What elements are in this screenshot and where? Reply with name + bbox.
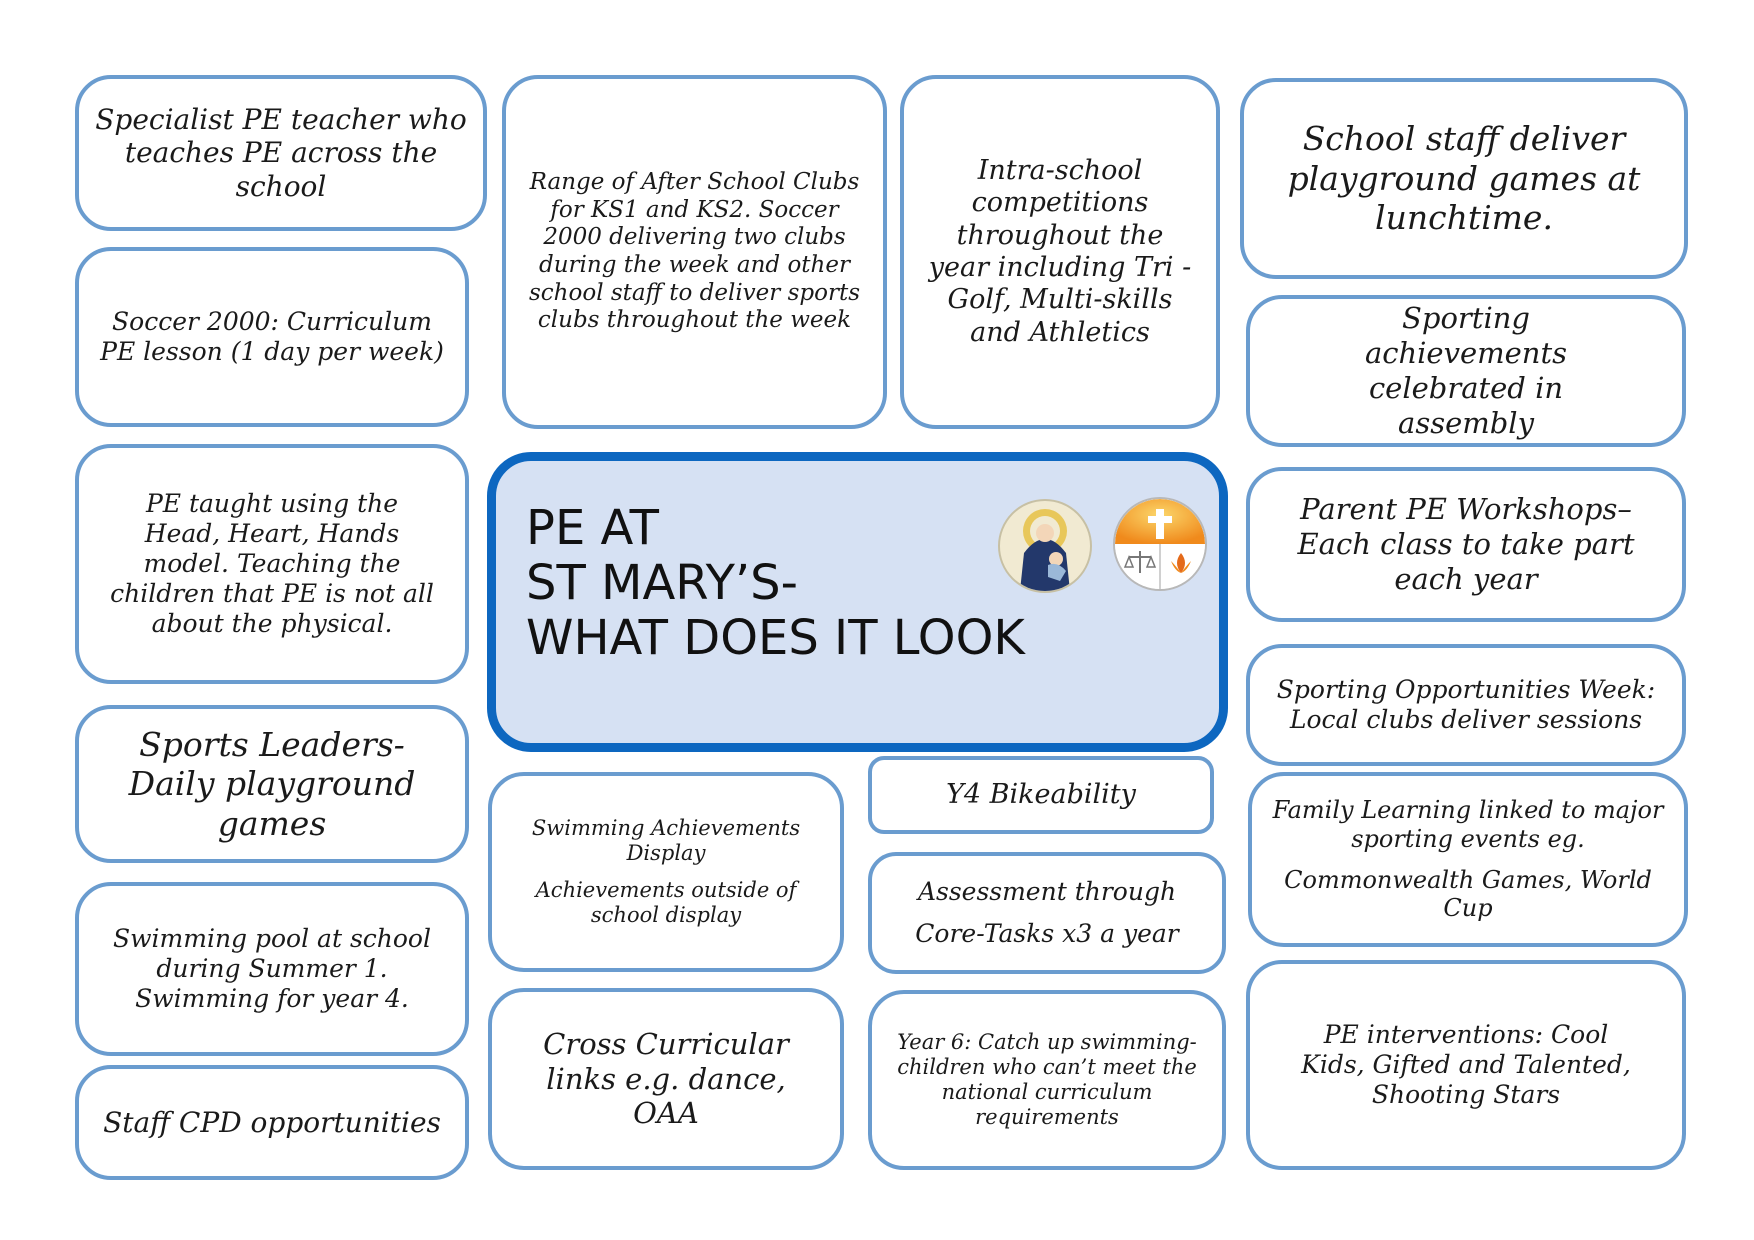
card-playground-games [1240, 78, 1688, 279]
card-text: Sporting achievements celebrated in assembly [1364, 301, 1568, 440]
card-text: Parent PE Workshops– Each class to take part each year [1297, 492, 1635, 596]
card-swimming-pool [75, 882, 469, 1056]
card-text: Intra-school competitions throughout the year including Tri - Golf, Multi-skills and Athletics [928, 154, 1192, 348]
card-sports-leaders [75, 705, 469, 863]
card-text: Swimming Achievements Display [531, 815, 801, 865]
cross-and-scales-icon [1113, 497, 1207, 591]
card-text: Swimming pool at school during Summer 1. Swimming for year 4. [113, 924, 431, 1013]
card-catch-up-swimming [868, 990, 1226, 1170]
card-interventions [1246, 960, 1686, 1170]
card-text: Sporting Opportunities Week: Local clubs deliver sessions [1276, 675, 1656, 734]
card-text: Achievements outside of school display [535, 878, 797, 928]
card-assessment [868, 852, 1226, 974]
card-text: Sports Leaders- Daily playground games [128, 724, 416, 843]
card-text: PE taught using the Head, Heart, Hands model. Teaching the children that PE is not all about the physical. [110, 489, 434, 638]
card-text: Soccer 2000: Curriculum PE lesson (1 day per week) [100, 307, 444, 366]
card-swimming-display [488, 772, 844, 972]
title-panel [487, 452, 1228, 752]
card-text: School staff deliver playground games at lunchtime. [1287, 119, 1641, 238]
card-soccer-curriculum [75, 247, 469, 427]
card-intra-school [900, 75, 1220, 429]
card-assembly [1246, 295, 1686, 447]
card-bikeability [868, 756, 1214, 834]
card-staff-cpd [75, 1065, 469, 1180]
card-text: Cross Curricular links e.g. dance, OAA [543, 1026, 789, 1131]
card-parent-workshops [1246, 467, 1686, 622]
card-text: Range of After School Clubs for KS1 and KS2. Soccer 2000 delivering two clubs during the week and other school staff to deliver sports clubs throughout the week [529, 169, 860, 334]
page-title: PE AT ST MARY’S- WHAT DOES IT LOOK [526, 500, 1025, 666]
card-family-learning [1248, 772, 1688, 947]
mary-and-child-icon [998, 499, 1092, 593]
card-text: Specialist PE teacher who teaches PE across the school [95, 102, 467, 203]
card-text: Commonwealth Games, World Cup [1284, 865, 1652, 923]
card-text: Y4 Bikeability [946, 778, 1136, 810]
card-text: Family Learning linked to major sporting events eg. [1272, 795, 1664, 853]
card-opportunities-week [1246, 644, 1686, 766]
card-text: Staff CPD opportunities [103, 1105, 441, 1139]
card-text: Core-Tasks x3 a year [915, 919, 1179, 948]
card-cross-curricular [488, 988, 844, 1170]
card-after-school-clubs [502, 75, 887, 429]
card-text: Year 6: Catch up swimming- children who can’t meet the national curriculum requirements [897, 1029, 1197, 1130]
card-text: Assessment through [917, 877, 1177, 906]
card-head-heart-hands [75, 444, 469, 684]
card-specialist-teacher [75, 75, 487, 231]
card-text: PE interventions: Cool Kids, Gifted and Talented, Shooting Stars [1301, 1020, 1631, 1109]
